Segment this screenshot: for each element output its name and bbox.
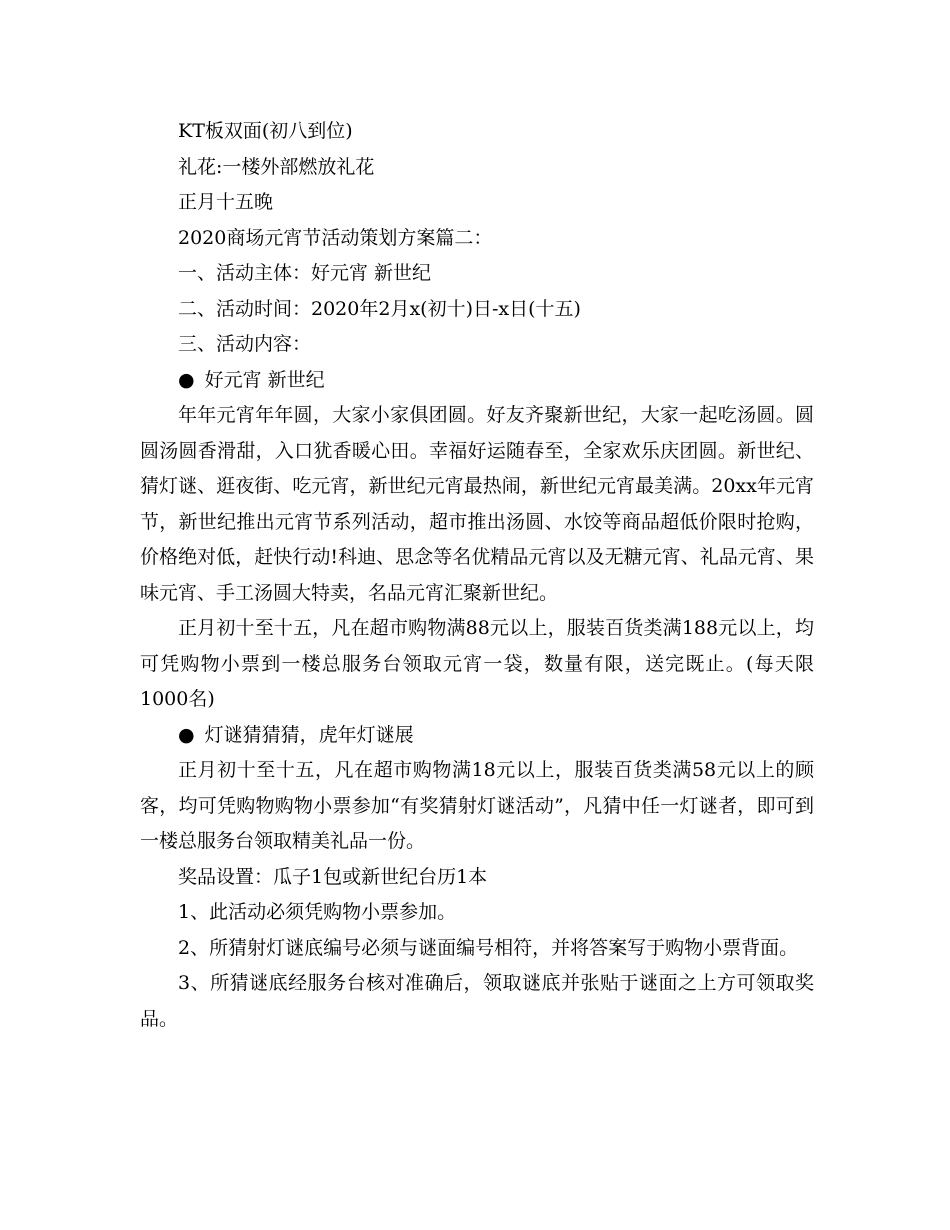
paragraph: 正月初十至十五，凡在超市购物满88元以上，服装百货类满188元以上，均可凭购物小票到一楼总服务台领取元宵一袋，数量有限，送完既止。(每天限1000名) [140,617,814,710]
bullet-heading-text: 灯谜猜猜猜，虎年灯谜展 [204,723,414,746]
activity-subject: 一、活动主体：好元宵 新世纪 [178,262,432,284]
paragraph: 年年元宵年年圆，大家小家俱团圆。好友齐聚新世纪，大家一起吃汤圆。圆圆汤圆香滑甜，入口犹香暖心田。幸福好运随春至，全家欢乐庆团圆。新世纪、猜灯谜、逛夜街、吃元宵，新世纪元宵最热闹，新世纪元宵最美满。20xx年元宵节，新世纪推出元宵节系列活动，超市推出汤圆、水饺等商品超低价限时抢购，价格绝对低，赶快行动!科迪、思念等名优精品元宵以及无糖元宵、礼品元宵、果味元宵、手工汤圆大特卖，名品元宵汇聚新世纪。 [140,404,814,604]
bullet-heading-1 [140,363,814,399]
text-line: KT板双面(初八到位) [178,120,353,142]
activity-content-heading: 三、活动内容： [178,333,312,355]
rule-item: 2、所猜射灯谜底编号必须与谜面编号相符，并将答案写于购物小票背面。 [178,936,799,959]
text-line: 正月十五晚 [178,191,274,213]
bullet-heading-text: 好元宵 新世纪 [204,368,325,391]
text-line: 礼花:一楼外部燃放礼花 [178,155,375,178]
section-title: 2020商场元宵节活动策划方案篇二： [178,226,493,249]
bullet-icon: ● [178,368,195,391]
document-page [140,114,814,1037]
rule-item: 3、所猜谜底经服务台核对准确后，领取谜底并张贴于谜面之上方可领取奖品。 [140,972,814,1030]
prize-settings: 奖品设置：瓜子1包或新世纪台历1本 [178,865,488,888]
bullet-icon: ● [178,723,195,746]
paragraph: 正月初十至十五，凡在超市购物满18元以上，服装百货类满58元以上的顾客，均可凭购物购物小票参加“有奖猜射灯谜活动”，凡猜中任一灯谜者，即可到一楼总服务台领取精美礼品一份。 [140,759,814,852]
bullet-heading-2 [140,718,814,754]
rule-item: 1、此活动必须凭购物小票参加。 [178,901,457,923]
activity-time: 二、活动时间：2020年2月x(初十)日-x日(十五) [178,297,581,320]
